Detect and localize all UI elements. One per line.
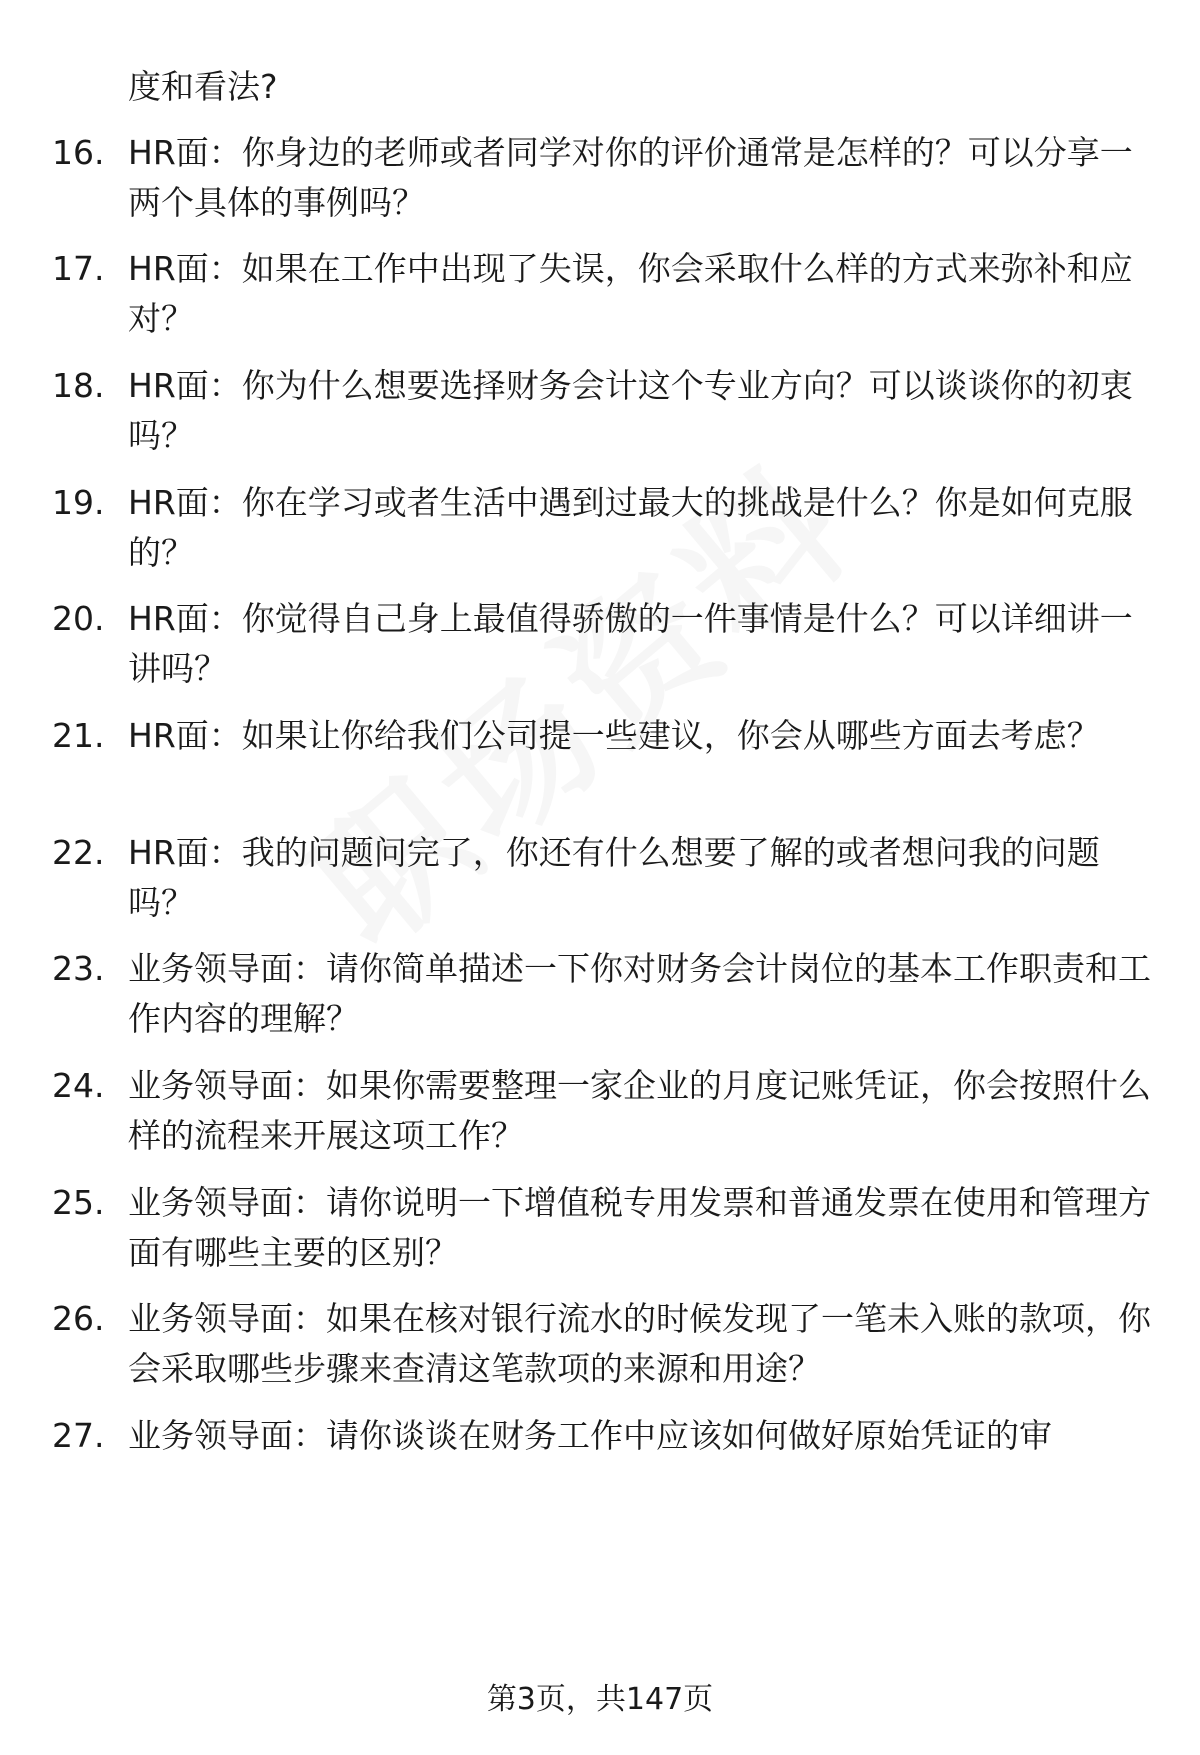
question-text: HR面：如果让你给我们公司提一些建议，你会从哪些方面去考虑？ <box>128 716 1100 755</box>
page-footer: 第3页，共147页 <box>486 1682 714 1717</box>
question-number: 18. <box>52 366 105 405</box>
question-number: 16. <box>52 133 105 172</box>
question-text: HR面：我的问题问完了，你还有什么想要了解的或者想问我的问题吗？ <box>128 833 1100 922</box>
question-number: 26. <box>52 1299 105 1338</box>
question-number: 17. <box>52 249 105 288</box>
question-text: 业务领导面：请你简单描述一下你对财务会计岗位的基本工作职责和工作内容的理解？ <box>128 949 1151 1038</box>
question-text: 业务领导面：请你说明一下增值税专用发票和普通发票在使用和管理方面有哪些主要的区别？ <box>128 1183 1151 1272</box>
question-number: 27. <box>52 1416 105 1455</box>
question-text: 业务领导面：如果你需要整理一家企业的月度记账凭证，你会按照什么样的流程来开展这项工作？ <box>128 1066 1151 1155</box>
question-text: HR面：如果在工作中出现了失误，你会采取什么样的方式来弥补和应对？ <box>128 249 1133 338</box>
question-number: 25. <box>52 1183 105 1222</box>
question-number: 23. <box>52 949 105 988</box>
question-text: HR面：你为什么想要选择财务会计这个专业方向？可以谈谈你的初衷吗？ <box>128 366 1133 455</box>
question-text: 业务领导面：请你谈谈在财务工作中应该如何做好原始凭证的审 <box>128 1416 1052 1455</box>
question-number: 24. <box>52 1066 105 1105</box>
question-text: HR面：你在学习或者生活中遇到过最大的挑战是什么？你是如何克服的？ <box>128 483 1133 572</box>
question-number: 20. <box>52 599 105 638</box>
question-text: HR面：你身边的老师或者同学对你的评价通常是怎样的？可以分享一两个具体的事例吗？ <box>128 133 1133 222</box>
question-number: 22. <box>52 833 105 872</box>
continuation-text: 度和看法? <box>128 67 278 106</box>
question-number: 19. <box>52 483 105 522</box>
question-text: 业务领导面：如果在核对银行流水的时候发现了一笔未入账的款项，你会采取哪些步骤来查清这笔款项的来源和用途？ <box>128 1299 1151 1388</box>
question-text: HR面：你觉得自己身上最值得骄傲的一件事情是什么？可以详细讲一讲吗？ <box>128 599 1133 688</box>
question-number: 21. <box>52 716 105 755</box>
